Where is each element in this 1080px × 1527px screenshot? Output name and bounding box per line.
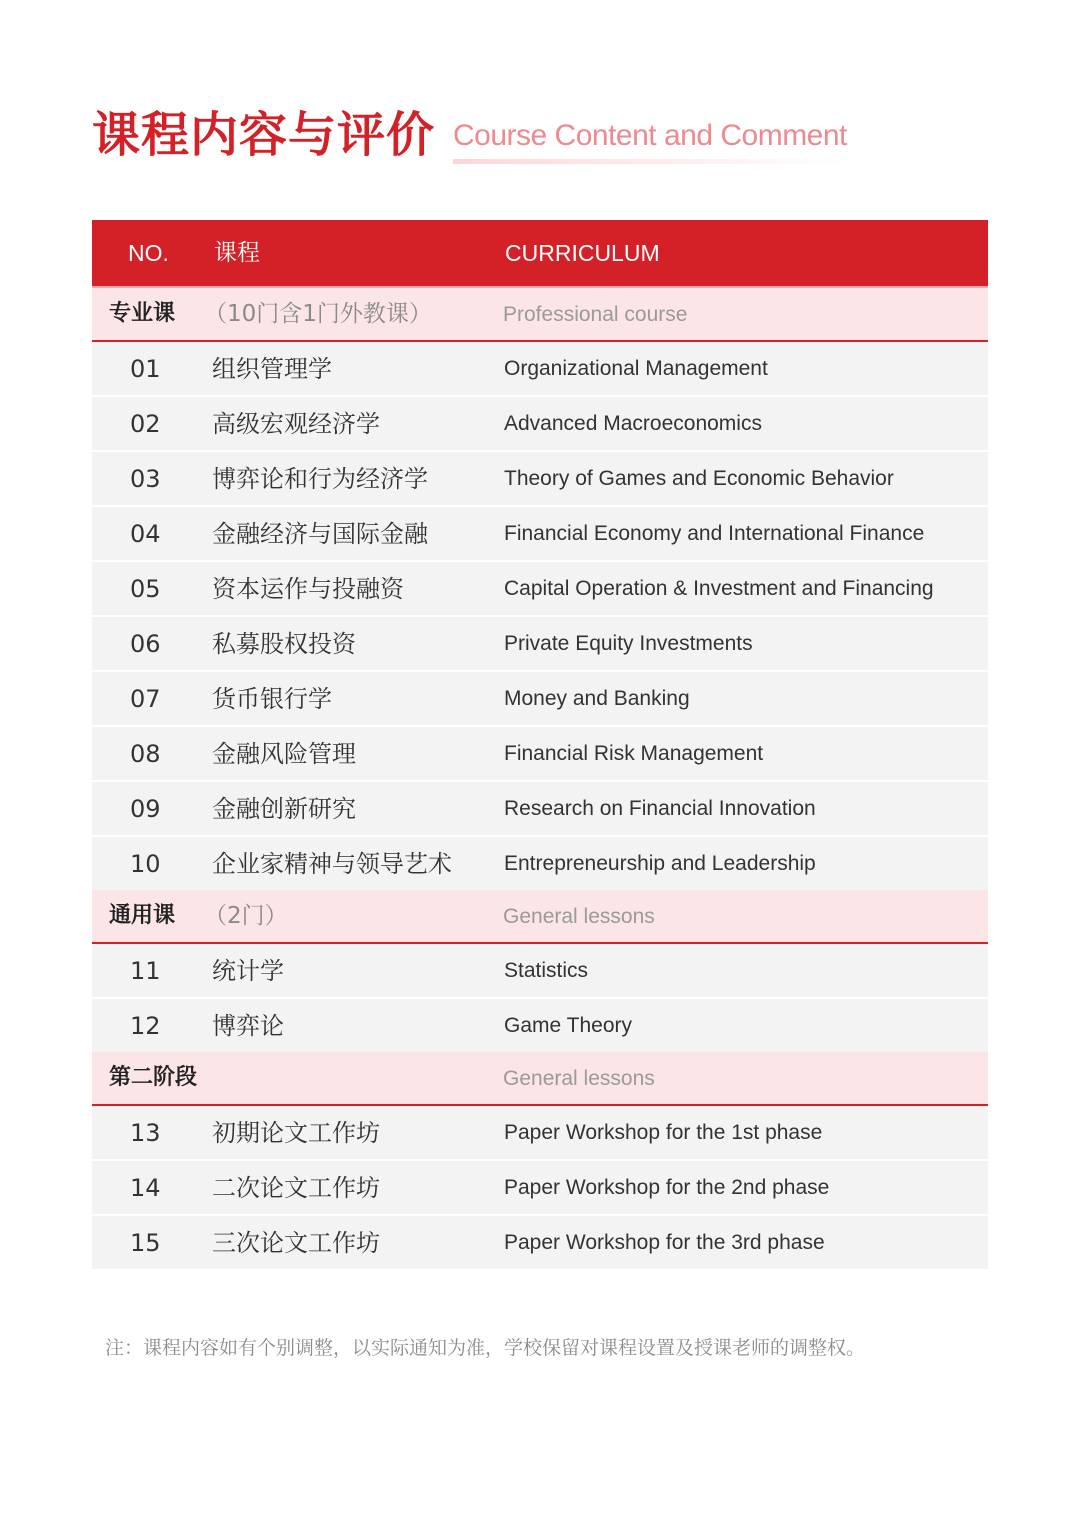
table-header bbox=[92, 220, 988, 288]
section-header bbox=[92, 288, 988, 342]
course-name-en: Capital Operation & Investment and Financing bbox=[504, 577, 934, 600]
header-no: NO. bbox=[128, 240, 169, 266]
course-name-cn: 金融经济与国际金融 bbox=[212, 520, 428, 548]
course-number: 01 bbox=[130, 355, 161, 383]
table-row bbox=[92, 1106, 988, 1161]
course-number: 13 bbox=[130, 1119, 161, 1147]
table-row bbox=[92, 727, 988, 782]
heading-title-cn: 课程内容与评价 bbox=[92, 107, 436, 163]
table-row bbox=[92, 342, 988, 397]
table-row bbox=[92, 944, 988, 999]
table-row bbox=[92, 999, 988, 1052]
course-name-en: Paper Workshop for the 3rd phase bbox=[504, 1231, 825, 1254]
section-name-en: General lessons bbox=[503, 905, 655, 928]
course-name-cn: 统计学 bbox=[212, 957, 284, 985]
course-name-en: Organizational Management bbox=[504, 357, 768, 380]
course-name-en: Money and Banking bbox=[504, 687, 690, 710]
table-row bbox=[92, 837, 988, 890]
course-name-cn: 金融风险管理 bbox=[212, 740, 356, 768]
header-curriculum: CURRICULUM bbox=[505, 240, 660, 266]
course-name-en: Research on Financial Innovation bbox=[504, 797, 816, 820]
course-name-cn: 初期论文工作坊 bbox=[212, 1119, 380, 1147]
course-name-cn: 博弈论 bbox=[212, 1012, 284, 1040]
section-name-en: Professional course bbox=[503, 303, 688, 326]
course-name-en: Game Theory bbox=[504, 1014, 632, 1037]
course-number: 09 bbox=[130, 795, 161, 823]
course-number: 04 bbox=[130, 520, 161, 548]
course-name-en: Private Equity Investments bbox=[504, 632, 753, 655]
section-name-en: General lessons bbox=[503, 1067, 655, 1090]
section-note: （2门） bbox=[204, 903, 288, 929]
course-name-cn: 高级宏观经济学 bbox=[212, 410, 380, 438]
course-name-cn: 资本运作与投融资 bbox=[212, 575, 404, 603]
section-header bbox=[92, 1052, 988, 1106]
course-name-cn: 二次论文工作坊 bbox=[212, 1174, 380, 1202]
course-name-en: Paper Workshop for the 2nd phase bbox=[504, 1176, 830, 1199]
table-row bbox=[92, 507, 988, 562]
course-number: 05 bbox=[130, 575, 161, 603]
course-name-cn: 企业家精神与领导艺术 bbox=[212, 850, 452, 878]
footnote: 注：课程内容如有个别调整，以实际通知为准，学校保留对课程设置及授课老师的调整权。 bbox=[105, 1337, 866, 1359]
course-name-cn: 组织管理学 bbox=[212, 355, 332, 383]
course-number: 06 bbox=[130, 630, 161, 658]
course-name-en: Entrepreneurship and Leadership bbox=[504, 852, 816, 875]
course-number: 15 bbox=[130, 1229, 161, 1257]
course-name-en: Statistics bbox=[504, 959, 589, 982]
table-row bbox=[92, 562, 988, 617]
section-name: 通用课 bbox=[109, 903, 176, 928]
curriculum-table bbox=[92, 220, 988, 1269]
page-heading bbox=[92, 100, 847, 170]
course-name-en: Advanced Macroeconomics bbox=[504, 412, 762, 435]
table-row bbox=[92, 452, 988, 507]
section-note: （10门含1门外教课） bbox=[204, 301, 432, 327]
section-name: 第二阶段 bbox=[109, 1065, 198, 1090]
course-name-cn: 货币银行学 bbox=[212, 685, 332, 713]
course-name-cn: 三次论文工作坊 bbox=[212, 1229, 380, 1257]
course-name-cn: 私募股权投资 bbox=[212, 630, 356, 658]
section-header bbox=[92, 890, 988, 944]
course-number: 07 bbox=[130, 685, 161, 713]
table-row bbox=[92, 617, 988, 672]
course-number: 14 bbox=[130, 1174, 161, 1202]
table-row bbox=[92, 397, 988, 452]
course-number: 12 bbox=[130, 1012, 161, 1040]
course-name-cn: 金融创新研究 bbox=[212, 795, 356, 823]
course-number: 10 bbox=[130, 850, 161, 878]
course-name-en: Paper Workshop for the 1st phase bbox=[504, 1121, 823, 1144]
table-row bbox=[92, 672, 988, 727]
table-body bbox=[92, 288, 988, 1269]
table-row bbox=[92, 1216, 988, 1269]
course-number: 03 bbox=[130, 465, 161, 493]
course-number: 02 bbox=[130, 410, 161, 438]
course-name-en: Financial Risk Management bbox=[504, 742, 764, 765]
course-number: 08 bbox=[130, 740, 161, 768]
course-name-en: Theory of Games and Economic Behavior bbox=[504, 467, 894, 490]
heading-title-en: Course Content and Comment bbox=[453, 116, 847, 156]
course-number: 11 bbox=[130, 957, 161, 985]
header-course-cn: 课程 bbox=[214, 240, 260, 266]
section-name: 专业课 bbox=[109, 301, 176, 326]
course-name-cn: 博弈论和行为经济学 bbox=[212, 465, 428, 493]
course-name-en: Financial Economy and International Finance bbox=[504, 522, 925, 545]
table-row bbox=[92, 782, 988, 837]
table-row bbox=[92, 1161, 988, 1216]
